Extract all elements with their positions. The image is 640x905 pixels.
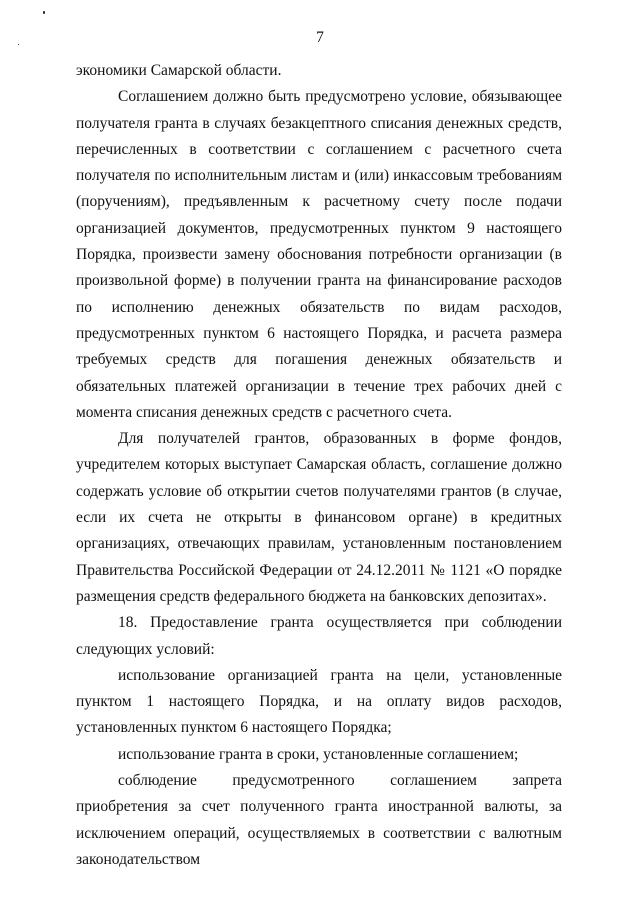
paragraph-continuation: экономики Самарской области.: [76, 62, 282, 79]
paragraph-agreement-condition: Соглашением должно быть предусмотрено условие, обязывающее получателя гранта в случаях безакцептного списания денежных средств, перечисленных в соответствии с соглашением с расчетного счета получателя по исполнительным листам и (или) инкассовым требованиям (поручениям), предъявленным к расчетному счету после подачи организацией документов, предусмотренных пунктом 9 настоящего Порядка, произвести замену обоснования потребности организации (в произвольной форме) в получении гранта на финансирование расходов по исполнению денежных обязательств по видам расходов, предусмотренных пунктом 6 настоящего Порядка, и расчета размера требуемых средств для погашения денежных обязательств и обязательных платежей организации в течение трех рабочих дней с момента списания денежных средств с расчетного счета.: [76, 88, 562, 421]
scan-mark: [43, 11, 45, 14]
paragraph-condition-purpose: использование организацией гранта на цели, установленные пунктом 1 настоящего Порядка, и на оплату видов расходов, установленных пунктом 6 настоящего Порядка;: [76, 666, 562, 737]
paragraph-item-18: 18. Предоставление гранта осуществляется при соблюдении следующих условий:: [76, 614, 562, 658]
paragraph-fund-recipients: Для получателей грантов, образованных в форме фондов, учредителем которых выступает Самарская область, соглашение должно содержать условие об открытии счетов получателями грантов (в случае, если их счета не открыты в финансовом органе) в кредитных организациях, отвечающих правилам, установленным постановлением Правительства Российской Федерации от 24.12.2011 № 1121 «О порядке размещения средств федерального бюджета на банковских депозитах».: [76, 430, 562, 605]
paragraph-condition-currency: соблюдение предусмотренного соглашением запрета приобретения за счет полученного гранта иностранной валюты, за исключением операций, осуществляемых в соответствии с валютным законодательством: [76, 772, 562, 868]
paragraph-condition-deadlines: использование гранта в сроки, установленные соглашением;: [118, 745, 519, 763]
page-number: 7: [316, 29, 324, 46]
document-body: [76, 58, 562, 873]
